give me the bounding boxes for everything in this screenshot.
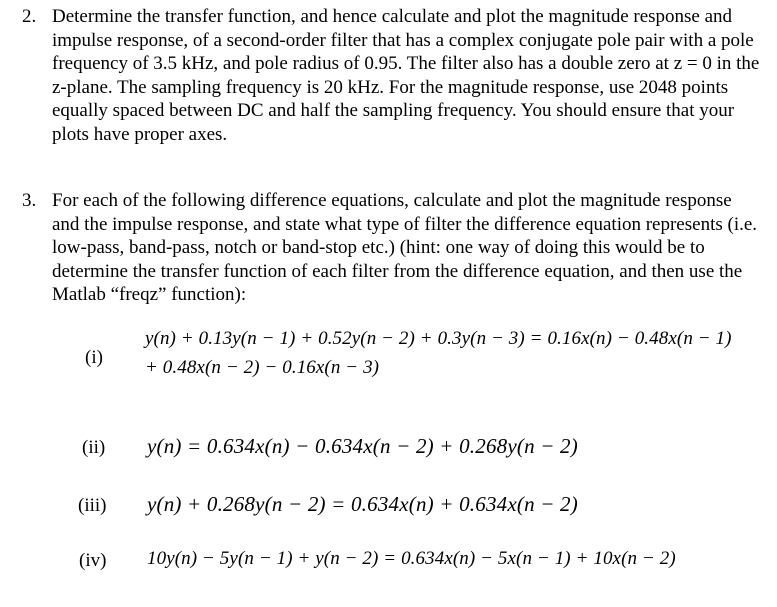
problem-3-text: For each of the following difference equations, calculate and plot the magnitude response and the impulse response, and state what type of filter the difference equation represents (i.e. low-pass, band-pass, notch or band-stop etc.) (hint: one way of doing this would be to determine the transfer function of each filter from the difference equation, and then use the Matlab “freqz” function): — [52, 190, 758, 306]
problem-2-number: 2. — [22, 6, 37, 27]
equation-iv: 10y(n) − 5y(n − 1) + y(n − 2) = 0.634x(n) − 5x(n − 1) + 10x(n − 2) — [147, 548, 676, 569]
equation-ii-label: (ii) — [82, 437, 106, 458]
equation-iv-label: (iv) — [79, 550, 107, 571]
equation-iii: y(n) + 0.268y(n − 2) = 0.634x(n) + 0.634x(n − 2) — [147, 492, 578, 516]
problem-2 — [22, 5, 762, 147]
equation-i-line-1: y(n) + 0.13y(n − 1) + 0.52y(n − 2) + 0.3y(n − 3) = 0.16x(n) − 0.48x(n − 1) — [145, 328, 732, 349]
equation-i-label: (i) — [85, 347, 103, 368]
equation-i-line-2: + 0.48x(n − 2) − 0.16x(n − 3) — [145, 357, 380, 378]
problem-3 — [22, 189, 762, 307]
equation-iii-label: (iii) — [78, 495, 107, 516]
problem-3-number: 3. — [22, 190, 37, 211]
equation-ii: y(n) = 0.634x(n) − 0.634x(n − 2) + 0.268y(n − 2) — [147, 434, 578, 458]
problem-2-text: Determine the transfer function, and hence calculate and plot the magnitude response and impulse response, of a second-order filter that has a complex conjugate pole pair with a pole frequency of 3.5 kHz, and pole radius of 0.95. The filter also has a double zero at z = 0 in the z-plane. The sampling frequency is 20 kHz. For the magnitude response, use 2048 points equally spaced between DC and half the sampling frequency. You should ensure that your plots have proper axes. — [52, 6, 760, 145]
